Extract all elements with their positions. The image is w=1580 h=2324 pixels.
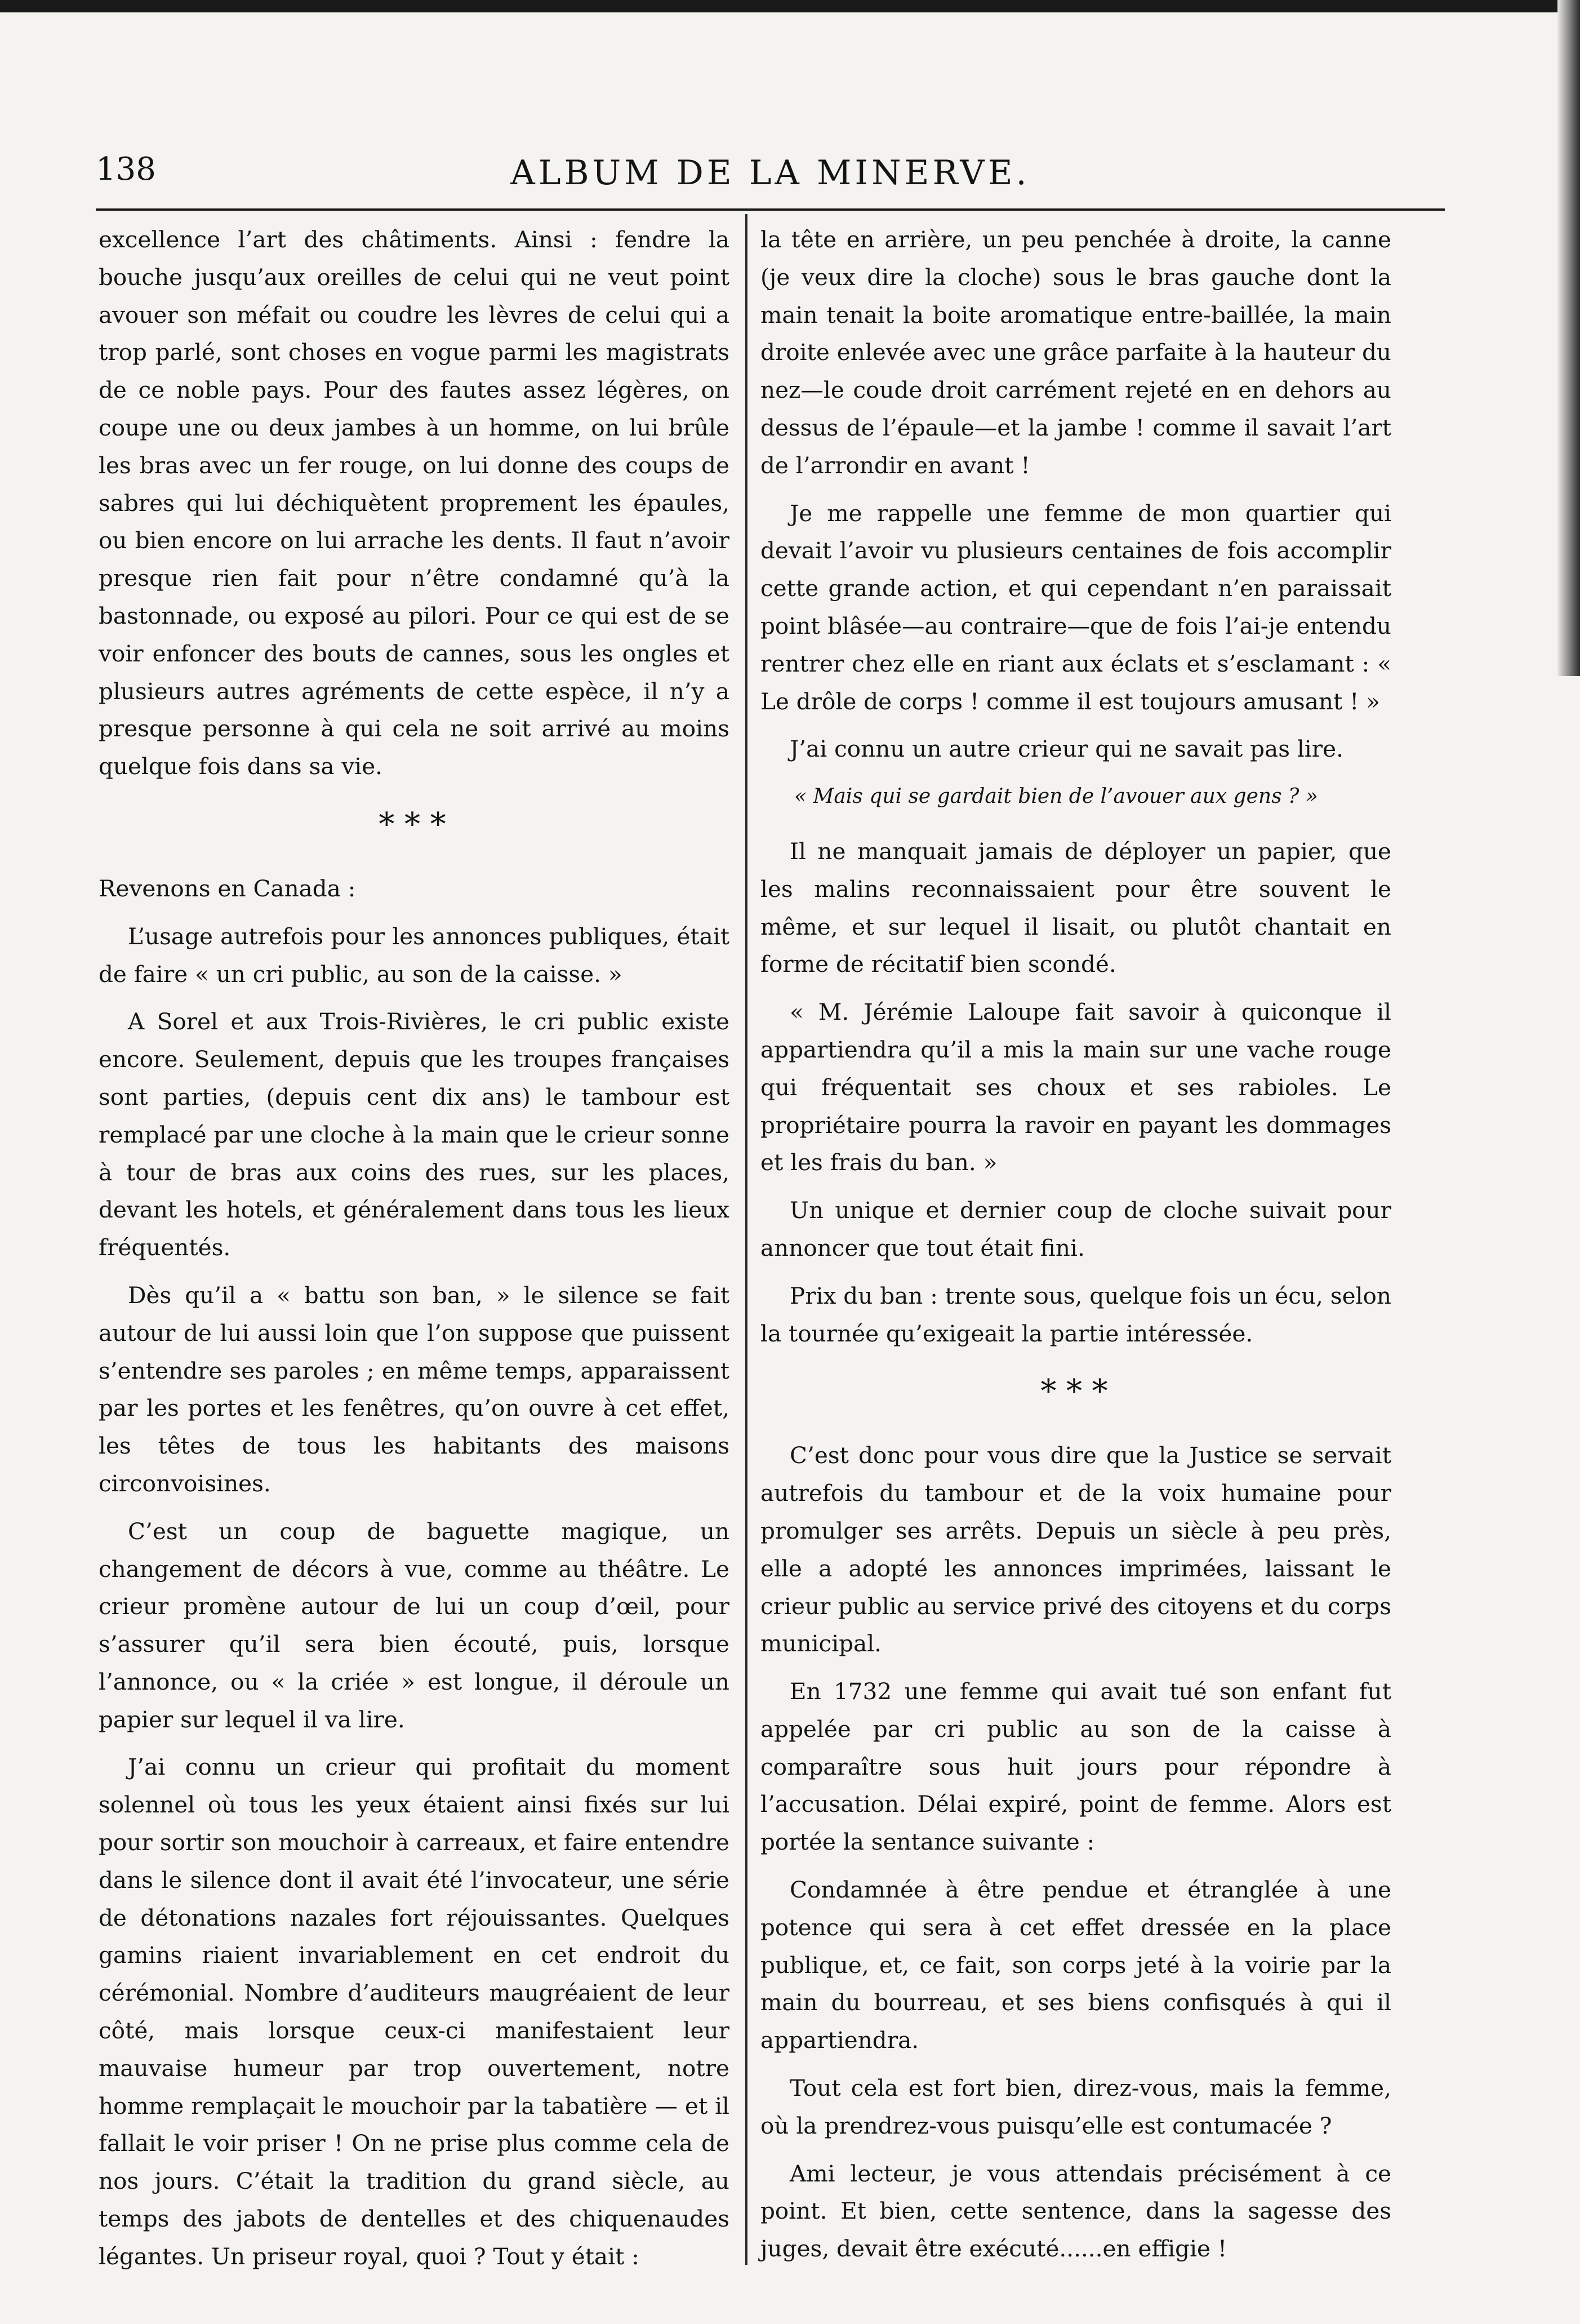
paragraph: Tout cela est fort bien, direz-vous, mais la femme, où la prendrez-vous puisqu’elle est contumacée ? — [760, 2074, 1391, 2139]
left-column — [99, 221, 729, 2286]
paragraph: la tête en arrière, un peu penchée à droite, la canne (je veux dire la cloche) sous le bras gauche dont la main tenait la boite aromatique entre-baillée, la main droite enlevée avec une grâce parfaite à la hauteur du nez—le coude droit carrément rejeté en en dehors au dessus de l’épaule—et la jambe ! comme il savait l’art de l’arrondir en avant ! — [760, 226, 1391, 479]
paragraph: Je me rappelle une femme de mon quartier qui devait l’avoir vu plusieurs centaines de fois accomplir cette grande action, et qui cependant n’en paraissait point blâsée—au contraire—que de fois l’ai-je entendu rentrer chez elle en riant aux éclats et s’esclamant : « Le drôle de corps ! comme il est toujours amusant ! » — [760, 499, 1391, 715]
paragraph: Un unique et dernier coup de cloche suivait pour annoncer que tout était fini. — [760, 1197, 1391, 1261]
verse-quote: « Mais qui se gardait bien de l’avouer aux gens ? » — [794, 785, 1318, 808]
page-edge-shadow — [1557, 0, 1580, 676]
paragraph: Condamnée à être pendue et étranglée à une potence qui sera à cet effet dressée en la place publique, et, ce fait, son corps jeté à la voirie par la main du bourreau, et ses biens confisqués à qui il appartiendra. — [760, 1876, 1391, 2054]
top-border — [0, 0, 1580, 12]
header-rule — [96, 208, 1445, 211]
paragraph: L’usage autrefois pour les annonces publiques, était de faire « un cri public, au son de la caisse. » — [99, 922, 729, 988]
paragraph: Ami lecteur, je vous attendais précisément à ce point. Et bien, cette sentence, dans la sagesse des juges, devait être exécuté......en effigie ! — [760, 2159, 1391, 2263]
running-title: ALBUM DE LA MINERVE. — [510, 153, 1030, 193]
paragraph: J’ai connu un crieur qui profitait du moment solennel où tous les yeux étaient ainsi fixés sur lui pour sortir son mouchoir à carreaux, et faire entendre dans le silence dont il avait été l’invocateur, une série de détonations nazales fort réjouissantes. Quelques gamins riaient invariablement en cet endroit du cérémonial. Nombre d’auditeurs maugréaient de leur côté, mais lorsque ceux-ci manifestaient leur mauvaise humeur par trop ouvertement, notre homme remplaçait le mouchoir par la tabatière — et il fallait le voir priser ! On ne prise plus comme cela de nos jours. C’était la tradition du grand siècle, au temps des jabots de dentelles et des chiquenaudes légantes. Un priseur royal, quoi ? Tout y était : — [99, 1753, 729, 2270]
paragraph: C’est un coup de baguette magique, un changement de décors à vue, comme au théâtre. Le crieur promène autour de lui un coup d’œil, pour s’assurer qu’il sera bien écouté, puis, lorsque l’annonce, ou « la criée » est longue, il déroule un papier sur lequel il va lire. — [99, 1517, 729, 1733]
page-header — [96, 151, 1445, 202]
section-separator: * * * — [379, 806, 449, 843]
paragraph: excellence l’art des châtiments. Ainsi : fendre la bouche jusqu’aux oreilles de celui qui ne veut point avouer son méfait ou coudre les lèvres de celui qui a trop parlé, sont choses en vogue parmi les magistrats de ce noble pays. Pour des fautes assez légères, on coupe une ou deux jambes à un homme, on lui brûle les bras avec un fer rouge, on lui donne des coups de sabres qui lui déchiquètent proprement les épaules, ou bien encore on lui arrache les dents. Il faut n’avoir presque rien fait pour n’être condamné qu’à la bastonnade, ou exposé au pilori. Pour ce qui est de se voir enfoncer des bouts de cannes, sous les ongles et plusieurs autres agréments de cette espèce, il n’y a presque personne à qui cela ne soit arrivé au moins quelque fois dans sa vie. — [99, 226, 729, 780]
column-divider — [745, 214, 747, 2265]
paragraph: En 1732 une femme qui avait tué son enfant fut appelée par cri public au son de la caisse à comparaître sous huit jours pour répondre à l’accusation. Délai expiré, point de femme. Alors est portée la sentance suivante : — [760, 1678, 1391, 1856]
paragraph: A Sorel et aux Trois-Rivières, le cri public existe encore. Seulement, depuis que les troupes françaises sont parties, (depuis cent dix ans) le tambour est remplacé par une cloche à la main que le crieur sonne à tour de bras aux coins des rues, sur les places, devant les hotels, et généralement dans tous les lieux fréquentés. — [99, 1008, 729, 1261]
paragraph: « M. Jérémie Laloupe fait savoir à quiconque il appartiendra qu’il a mis la main sur une vache rouge qui fréquentait ses choux et ses rabioles. Le propriétaire pourra la ravoir en payant les dommages et les frais du ban. » — [760, 998, 1391, 1176]
paragraph: Revenons en Canada : — [99, 874, 356, 902]
paragraph: Il ne manquait jamais de déployer un papier, que les malins reconnaissaient pour être souvent le même, et sur lequel il lisait, ou plutôt chantait en forme de récitatif bien scondé. — [760, 837, 1391, 978]
page-number: 138 — [96, 151, 156, 188]
section-separator: * * * — [1040, 1373, 1111, 1410]
paragraph: J’ai connu un autre crieur qui ne savait pas lire. — [790, 735, 1343, 763]
paragraph: Prix du ban : trente sous, quelque fois un écu, selon la tournée qu’exigeait la partie intéressée. — [760, 1282, 1391, 1347]
right-column — [760, 221, 1391, 2278]
paragraph: Dès qu’il a « battu son ban, » le silence se fait autour de lui aussi loin que l’on suppose que puissent s’entendre ses paroles ; en même temps, apparaissent par les portes et les fenêtres, qu’on ouvre à cet effet, les têtes de tous les habitants des maisons circonvoisines. — [99, 1281, 729, 1497]
paragraph: C’est donc pour vous dire que la Justice se servait autrefois du tambour et de la voix humaine pour promulger ses arrêts. Depuis un siècle à peu près, elle a adopté les annonces imprimées, laissant le crieur public au service privé des citoyens et du corps municipal. — [760, 1442, 1391, 1658]
